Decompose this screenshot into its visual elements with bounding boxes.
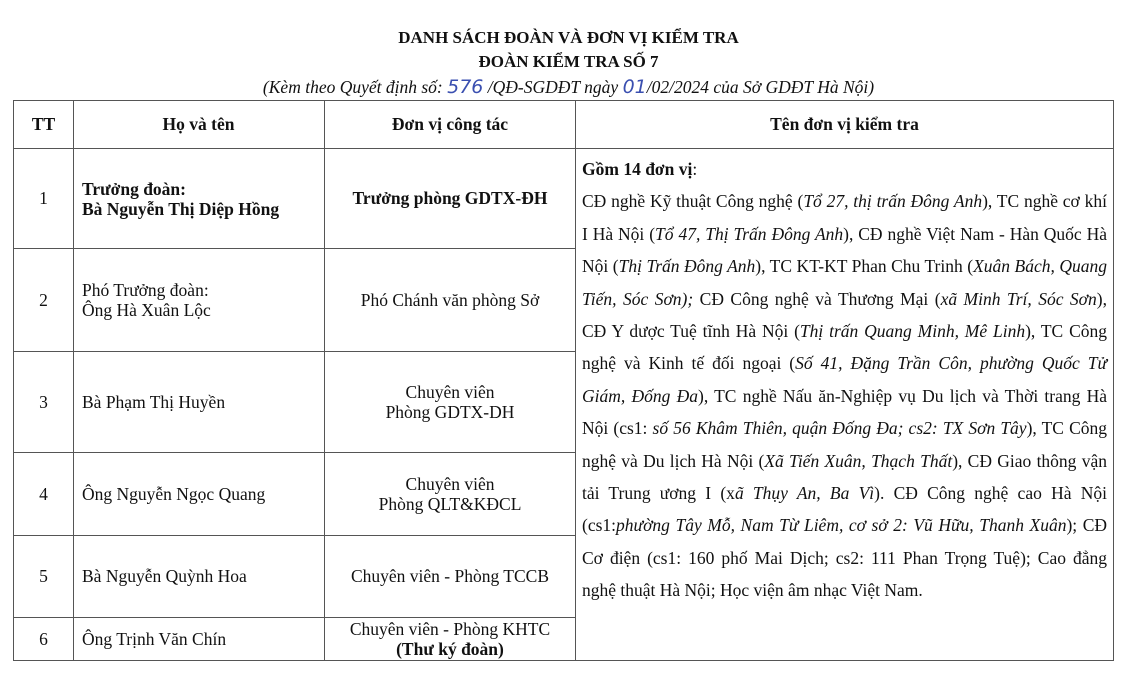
unit-department: Phòng GDTX-DH: [385, 402, 515, 422]
target-unit-text: ), TC KT-KT Phan Chu Trinh (: [755, 256, 974, 277]
row-number: 1: [14, 149, 74, 249]
unit-title: Chuyên viên: [405, 382, 495, 402]
row-number: 4: [14, 453, 74, 536]
target-unit-text: ), CĐ nghề Việt Nam - Hàn Quốc Hà Nội (: [582, 223, 1108, 277]
target-unit-text: ), TC nghề Nấu ăn-Nghiệp vụ Du lịch và Thời trang Hà Nội (cs1:: [582, 385, 1107, 439]
row-number: 3: [14, 352, 74, 453]
member-unit: [325, 352, 576, 453]
member-name: Ông Trịnh Văn Chín: [74, 618, 325, 661]
target-address-text: số 56 Khâm Thiên, quận Đống Đa; cs2: TX Sơn Tây: [652, 418, 1027, 439]
target-unit-text: ). CĐ Công nghệ cao Hà Nội (cs1:: [582, 483, 1107, 536]
member-role: Phó Trưởng đoàn:: [82, 280, 209, 300]
decision-reference: [0, 76, 1137, 98]
decision-prefix: (Kèm theo Quyết định số:: [262, 77, 448, 97]
decision-suffix: /02/2024 của Sở GDĐT Hà Nội): [646, 77, 875, 97]
column-header-name: Họ và tên: [74, 101, 325, 149]
unit-title: Chuyên viên: [405, 474, 495, 494]
member-unit: [325, 618, 576, 661]
target-unit-text: ); CĐ Cơ điện (cs1: 160 phố Mai Dịch; cs2: 111 Phan Trọng Tuệ); Cao đẳng nghệ thuật Hà Nội; Học viện âm nhạc Việt Nam.: [582, 515, 1108, 601]
table-row: [14, 149, 1114, 249]
document-subtitle-team: ĐOÀN KIỂM TRA SỐ 7: [478, 52, 659, 71]
member-role: Trưởng đoàn:: [82, 178, 186, 199]
target-unit-text: ), TC nghề cơ khí I Hà Nội (: [582, 191, 1107, 244]
column-header-unit: Đơn vị công tác: [325, 101, 576, 149]
unit-title: Chuyên viên - Phòng KHTC: [349, 619, 551, 639]
target-address-text: ã Thụy An, Ba Vì: [734, 483, 875, 504]
target-address-text: xã Minh Trí, Sóc Sơn: [940, 288, 1097, 309]
decision-day-handwritten: 01: [622, 76, 647, 98]
row-number: 6: [14, 618, 74, 661]
document-title: DANH SÁCH ĐOÀN VÀ ĐƠN VỊ KIỂM TRA: [398, 28, 739, 47]
target-address-text: Xã Tiến Xuân, Thạch Thất: [764, 450, 953, 471]
column-header-target: Tên đơn vị kiểm tra: [576, 101, 1114, 149]
target-unit-text: ), TC Công nghệ và Kinh tế đối ngoại (: [582, 321, 1107, 374]
target-units-cell: Gồm 14 đơn vị: CĐ nghề Kỹ thuật Công nghệ (Tổ 27, thị trấn Đông Anh), TC nghề cơ khí I Hà Nội (Tổ 47, Thị Trấn Đông Anh), CĐ nghề Việt Nam - Hàn Quốc Hà Nội (Thị Trấn Đông Anh), TC KT-KT Phan Chu Trinh (Xuân Bách, Quang Tiến, Sóc Sơn); CĐ Công nghệ và Thương Mại (xã Minh Trí, Sóc Sơn), CĐ Y dược Tuệ tĩnh Hà Nội (Thị trấn Quang Minh, Mê Linh), TC Công nghệ và Kinh tế đối ngoại (Số 41, Đặng Trần Côn, phường Quốc Tử Giám, Đống Đa), TC nghề Nấu ăn-Nghiệp vụ Du lịch và Thời trang Hà Nội (cs1: số 56 Khâm Thiên, quận Đống Đa; cs2: TX Sơn Tây), TC Công nghệ và Du lịch Hà Nội (Xã Tiến Xuân, Thạch Thất), CĐ Giao thông vận tải Trung ương I (xã Thụy An, Ba Vì). CĐ Công nghệ cao Hà Nội (cs1:phường Tây Mỗ, Nam Từ Liêm, cơ sở 2: Vũ Hữu, Thanh Xuân); CĐ Cơ điện (cs1: 160 phố Mai Dịch; cs2: 111 Phan Trọng Tuệ); Cao đẳng nghệ thuật Hà Nội; Học viện âm nhạc Việt Nam.: [576, 149, 1114, 661]
target-address-text: Thị trấn Quang Minh, Mê Linh: [799, 321, 1026, 342]
member-cell: [74, 149, 325, 249]
row-number: 5: [14, 536, 74, 618]
target-unit-text: CĐ Công nghệ và Thương Mại (: [693, 288, 941, 309]
unit-department: Phòng QLT&KĐCL: [378, 494, 522, 514]
target-address-text: Xuân Bách, Quang Tiến, Sóc Sơn);: [582, 256, 1107, 309]
target-address-text: Tổ 47, Thị Trấn Đông Anh: [655, 223, 844, 244]
member-unit: Chuyên viên - Phòng TCCB: [325, 536, 576, 618]
member-name: Bà Phạm Thị Huyền: [74, 352, 325, 453]
target-unit-text: ), CĐ Y dược Tuệ tĩnh Hà Nội (: [582, 288, 1107, 342]
member-unit: Trưởng phòng GDTX-ĐH: [325, 149, 576, 249]
table-header-row: [14, 101, 1114, 149]
secretary-note: (Thư ký đoàn): [396, 639, 504, 659]
row-number: 2: [14, 249, 74, 352]
target-address-text: phường Tây Mỗ, Nam Từ Liêm, cơ sở 2: Vũ Hữu, Thanh Xuân: [616, 515, 1067, 536]
member-name: Ông Nguyễn Ngọc Quang: [74, 453, 325, 536]
target-heading: Gồm 14 đơn vị: [582, 159, 693, 179]
member-name: Bà Nguyễn Thị Diệp Hồng: [82, 198, 280, 219]
inspection-team-table: [13, 100, 1114, 661]
member-cell: [74, 249, 325, 352]
target-address-text: Thị Trấn Đông Anh: [618, 256, 756, 277]
target-units-list: [582, 185, 1107, 606]
decision-number-handwritten: 576: [447, 76, 484, 98]
member-unit: Phó Chánh văn phòng Sở: [325, 249, 576, 352]
member-name: Bà Nguyễn Quỳnh Hoa: [74, 536, 325, 618]
target-unit-text: CĐ nghề Kỹ thuật Công nghệ (: [582, 191, 804, 212]
target-unit-text: ), CĐ Giao thông vận tải Trung ương I (x: [582, 450, 1107, 504]
target-address-text: Tổ 27, thị trấn Đông Anh: [803, 191, 983, 212]
member-unit: [325, 453, 576, 536]
target-unit-text: ), TC Công nghệ và Du lịch Hà Nội (: [582, 418, 1107, 471]
member-name: Ông Hà Xuân Lộc: [82, 300, 211, 320]
column-header-tt: TT: [14, 101, 74, 149]
decision-mid: /QĐ-SGDĐT ngày: [483, 77, 623, 97]
target-address-text: Số 41, Đặng Trần Côn, phường Quốc Tử Giám, Đống Đa: [582, 353, 1107, 406]
